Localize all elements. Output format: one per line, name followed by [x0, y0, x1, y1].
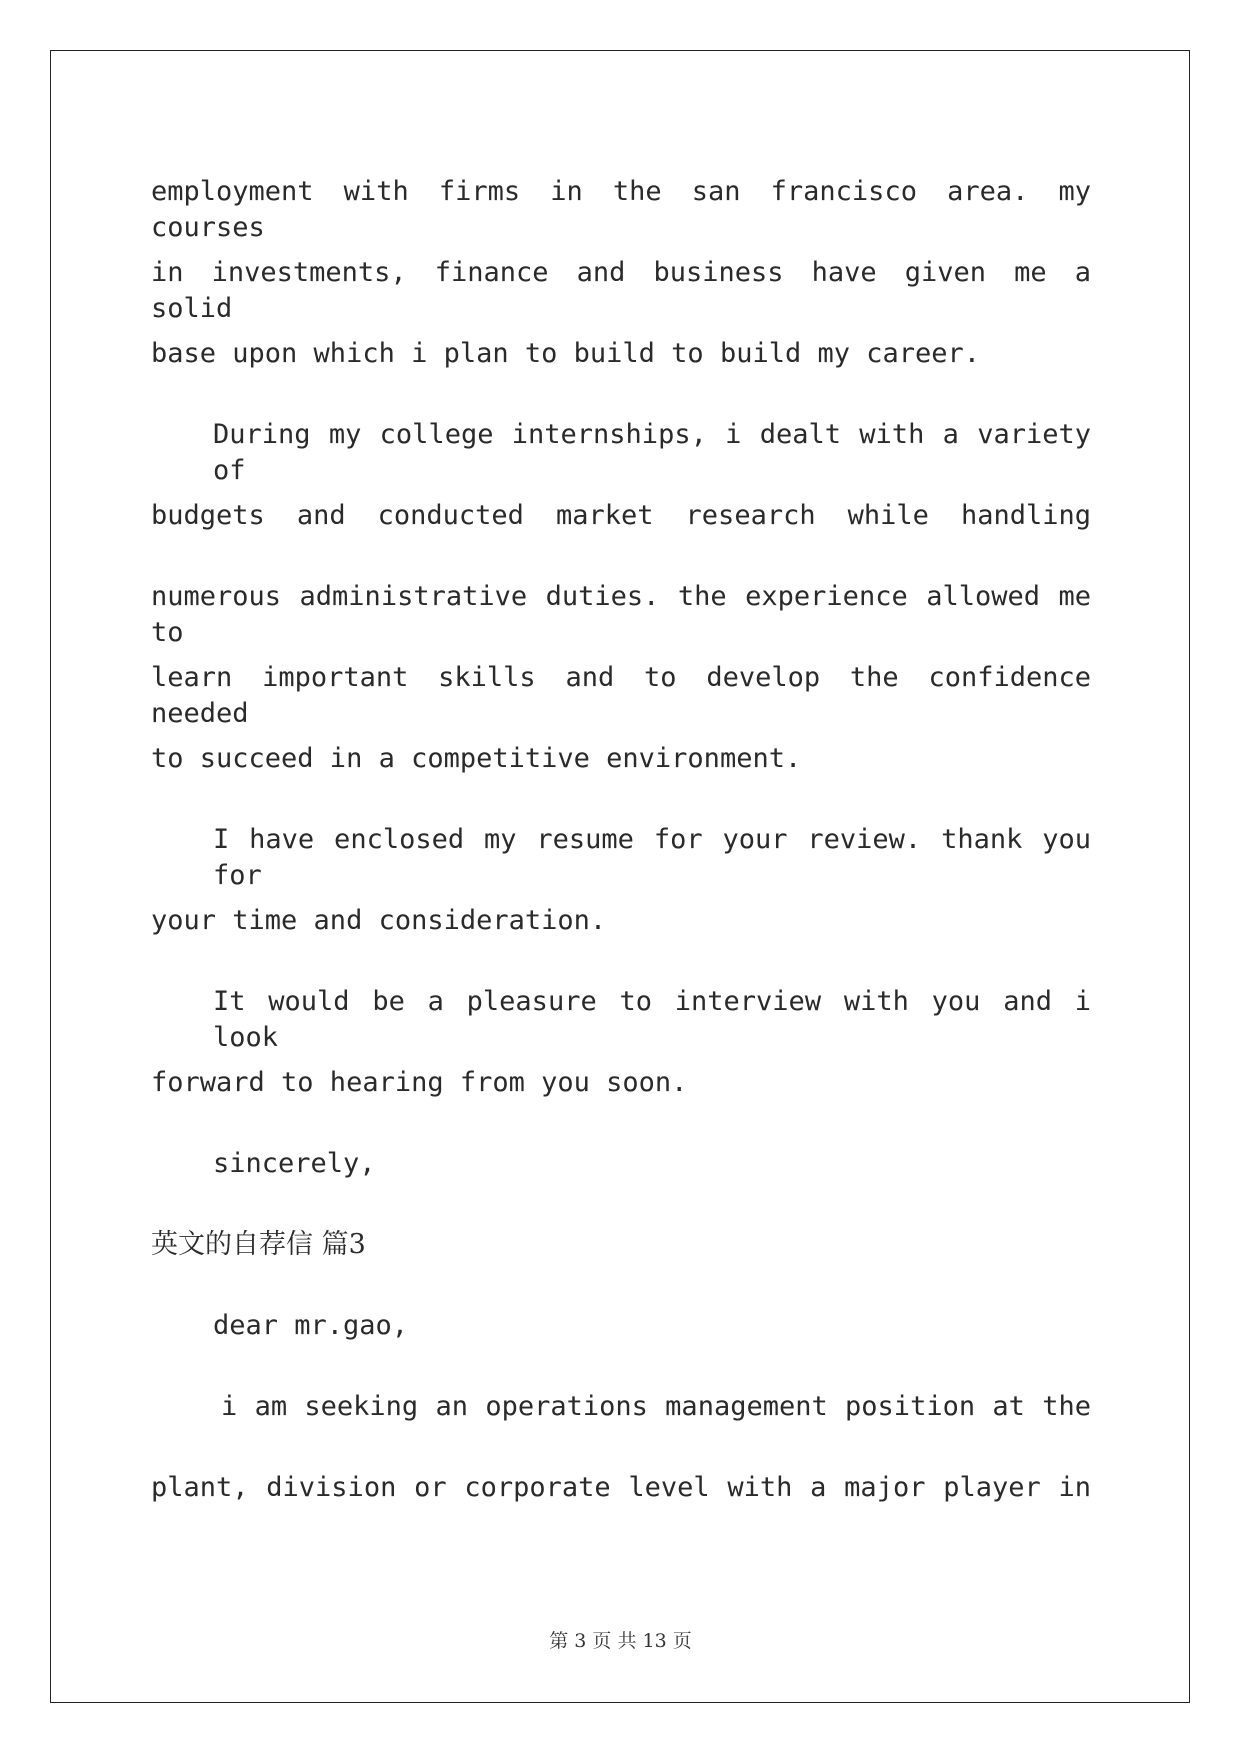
body-line: plant, division or corporate level with a major player in	[151, 1472, 1091, 1503]
body-line: budgets and conducted market research while handling	[151, 500, 1091, 531]
salutation-line: dear mr.gao,	[213, 1310, 409, 1341]
body-line: in investments, finance and business have given me a solid	[151, 257, 1091, 324]
body-line: to succeed in a competitive environment.	[151, 743, 802, 774]
page-number-footer: 第 3 页 共 13 页	[549, 1630, 692, 1652]
body-line: numerous administrative duties. the experience allowed me to	[151, 581, 1091, 648]
body-line: employment with firms in the san francisco area. my courses	[151, 176, 1091, 243]
body-line: It would be a pleasure to interview with you and i look	[213, 986, 1091, 1053]
body-line: i am seeking an operations management position at the	[221, 1391, 1091, 1422]
body-line: During my college internships, i dealt with a variety of	[213, 419, 1091, 486]
body-line: forward to hearing from you soon.	[151, 1067, 688, 1098]
body-line: your time and consideration.	[151, 905, 607, 936]
body-line: learn important skills and to develop the confidence needed	[151, 662, 1091, 729]
closing-line: sincerely,	[213, 1148, 376, 1179]
section-heading: 英文的自荐信 篇3	[151, 1229, 366, 1260]
body-line: base upon which i plan to build to build my career.	[151, 338, 981, 369]
body-line: I have enclosed my resume for your review. thank you for	[213, 824, 1091, 891]
